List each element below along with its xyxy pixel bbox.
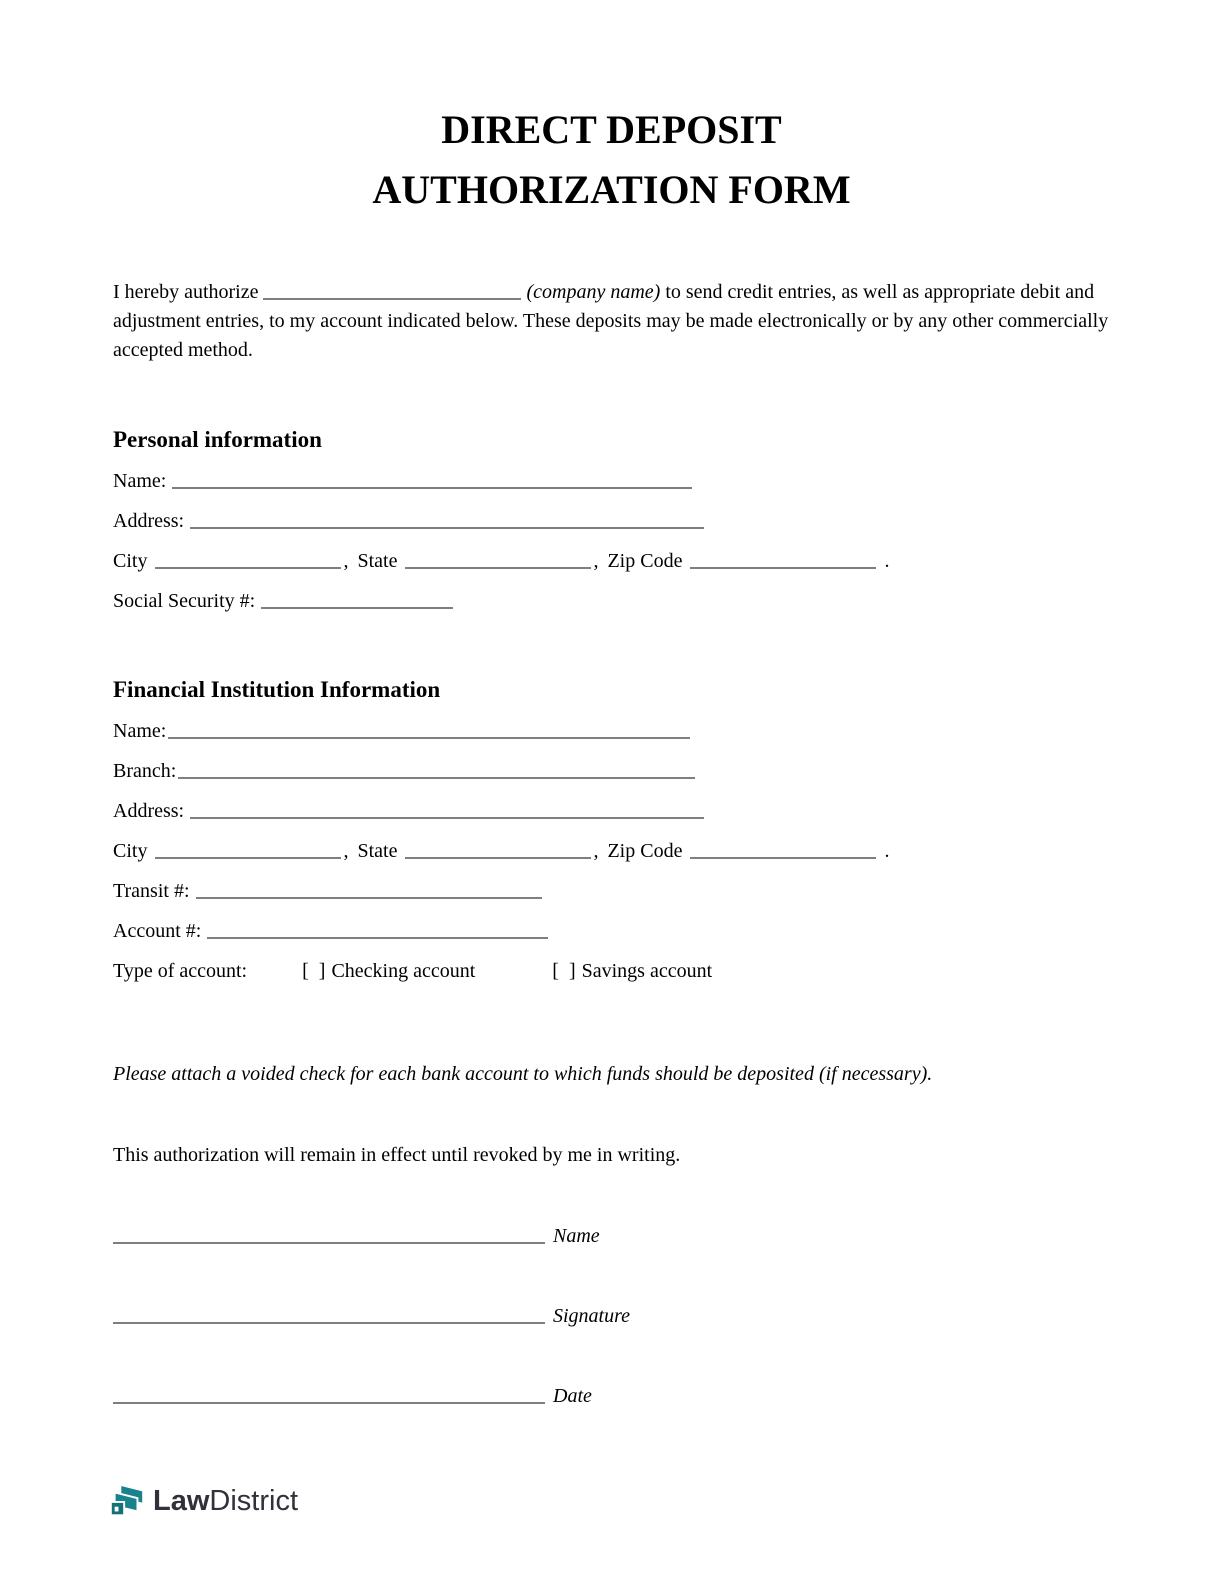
financial-address-label: Address:	[113, 800, 185, 822]
comma-separator: ,	[343, 550, 349, 572]
signature-date-blank[interactable]	[113, 1388, 545, 1404]
lawdistrict-stacked-pages-icon	[108, 1482, 146, 1520]
personal-name-blank[interactable]	[172, 473, 692, 489]
personal-address-blank[interactable]	[190, 513, 704, 529]
savings-account-option[interactable]	[552, 960, 712, 982]
checking-checkbox-icon[interactable]: [ ]	[302, 960, 326, 982]
title-line-2: AUTHORIZATION FORM	[372, 167, 851, 212]
intro-paragraph	[113, 278, 1110, 365]
financial-account-blank[interactable]	[207, 923, 548, 939]
comma-separator: ,	[593, 840, 599, 862]
signature-name-blank[interactable]	[113, 1228, 545, 1244]
comma-separator: ,	[343, 840, 349, 862]
signature-signature-row	[113, 1305, 1110, 1328]
period-mark: .	[884, 550, 890, 572]
signature-name-row	[113, 1225, 1110, 1248]
account-type-row	[113, 960, 1110, 983]
checking-account-option[interactable]	[302, 960, 475, 982]
personal-ssn-label: Social Security #:	[113, 590, 256, 612]
signature-signature-label: Signature	[553, 1305, 631, 1327]
signature-date-label: Date	[553, 1385, 592, 1407]
personal-state-blank[interactable]	[405, 553, 591, 569]
intro-body: to send credit entries, as well as appropriate debit and adjustment entries, to my account indicated below. These deposits may be made electronically or by any other commercially accepted method.	[113, 281, 1109, 361]
personal-ssn-row	[113, 590, 1110, 613]
personal-address-label: Address:	[113, 510, 185, 532]
lawdistrict-logo	[108, 1482, 298, 1520]
comma-separator: ,	[593, 550, 599, 572]
account-type-label: Type of account:	[113, 960, 248, 982]
financial-branch-label: Branch:	[113, 760, 177, 782]
company-name-blank[interactable]	[263, 284, 521, 300]
checking-account-label: Checking account	[331, 960, 476, 982]
signature-signature-blank[interactable]	[113, 1308, 545, 1324]
financial-transit-blank[interactable]	[196, 883, 542, 899]
brand-name-regular: District	[209, 1484, 299, 1517]
financial-address-row	[113, 800, 1110, 823]
financial-name-label: Name:	[113, 720, 167, 742]
personal-name-label: Name:	[113, 470, 167, 492]
title-line-1: DIRECT DEPOSIT	[441, 107, 782, 152]
savings-checkbox-icon[interactable]: [ ]	[552, 960, 576, 982]
personal-zip-blank[interactable]	[690, 553, 876, 569]
company-name-hint: (company name)	[526, 281, 661, 303]
signature-date-row	[113, 1385, 1110, 1408]
revocation-statement: This authorization will remain in effect until revoked by me in writing.	[113, 1144, 681, 1166]
financial-name-row	[113, 720, 1110, 743]
document-title	[113, 100, 1110, 220]
intro-lead: I hereby authorize	[113, 281, 259, 303]
financial-zip-label: Zip Code	[607, 840, 683, 862]
financial-city-blank[interactable]	[155, 843, 341, 859]
financial-branch-blank[interactable]	[178, 763, 695, 779]
financial-account-label: Account #:	[113, 920, 202, 942]
financial-transit-row	[113, 880, 1110, 903]
financial-section-heading: Financial Institution Information	[113, 677, 441, 702]
personal-city-state-zip-row	[113, 550, 1110, 573]
personal-section-heading: Personal information	[113, 427, 322, 452]
period-mark: .	[884, 840, 890, 862]
personal-address-row	[113, 510, 1110, 533]
personal-state-label: State	[357, 550, 398, 572]
signature-name-label: Name	[553, 1225, 600, 1247]
financial-state-label: State	[357, 840, 398, 862]
financial-branch-row	[113, 760, 1110, 783]
financial-account-row	[113, 920, 1110, 943]
financial-transit-label: Transit #:	[113, 880, 190, 902]
personal-name-row	[113, 470, 1110, 493]
personal-city-blank[interactable]	[155, 553, 341, 569]
personal-ssn-blank[interactable]	[261, 593, 453, 609]
personal-city-label: City	[113, 550, 148, 572]
financial-address-blank[interactable]	[190, 803, 704, 819]
personal-zip-label: Zip Code	[607, 550, 683, 572]
savings-account-label: Savings account	[581, 960, 713, 982]
voided-check-note: Please attach a voided check for each bank account to which funds should be deposited (if necessary).	[113, 1063, 933, 1085]
brand-name-bold: Law	[153, 1484, 210, 1517]
financial-name-blank[interactable]	[168, 723, 690, 739]
financial-city-state-zip-row	[113, 840, 1110, 863]
financial-city-label: City	[113, 840, 148, 862]
financial-state-blank[interactable]	[405, 843, 591, 859]
financial-zip-blank[interactable]	[690, 843, 876, 859]
